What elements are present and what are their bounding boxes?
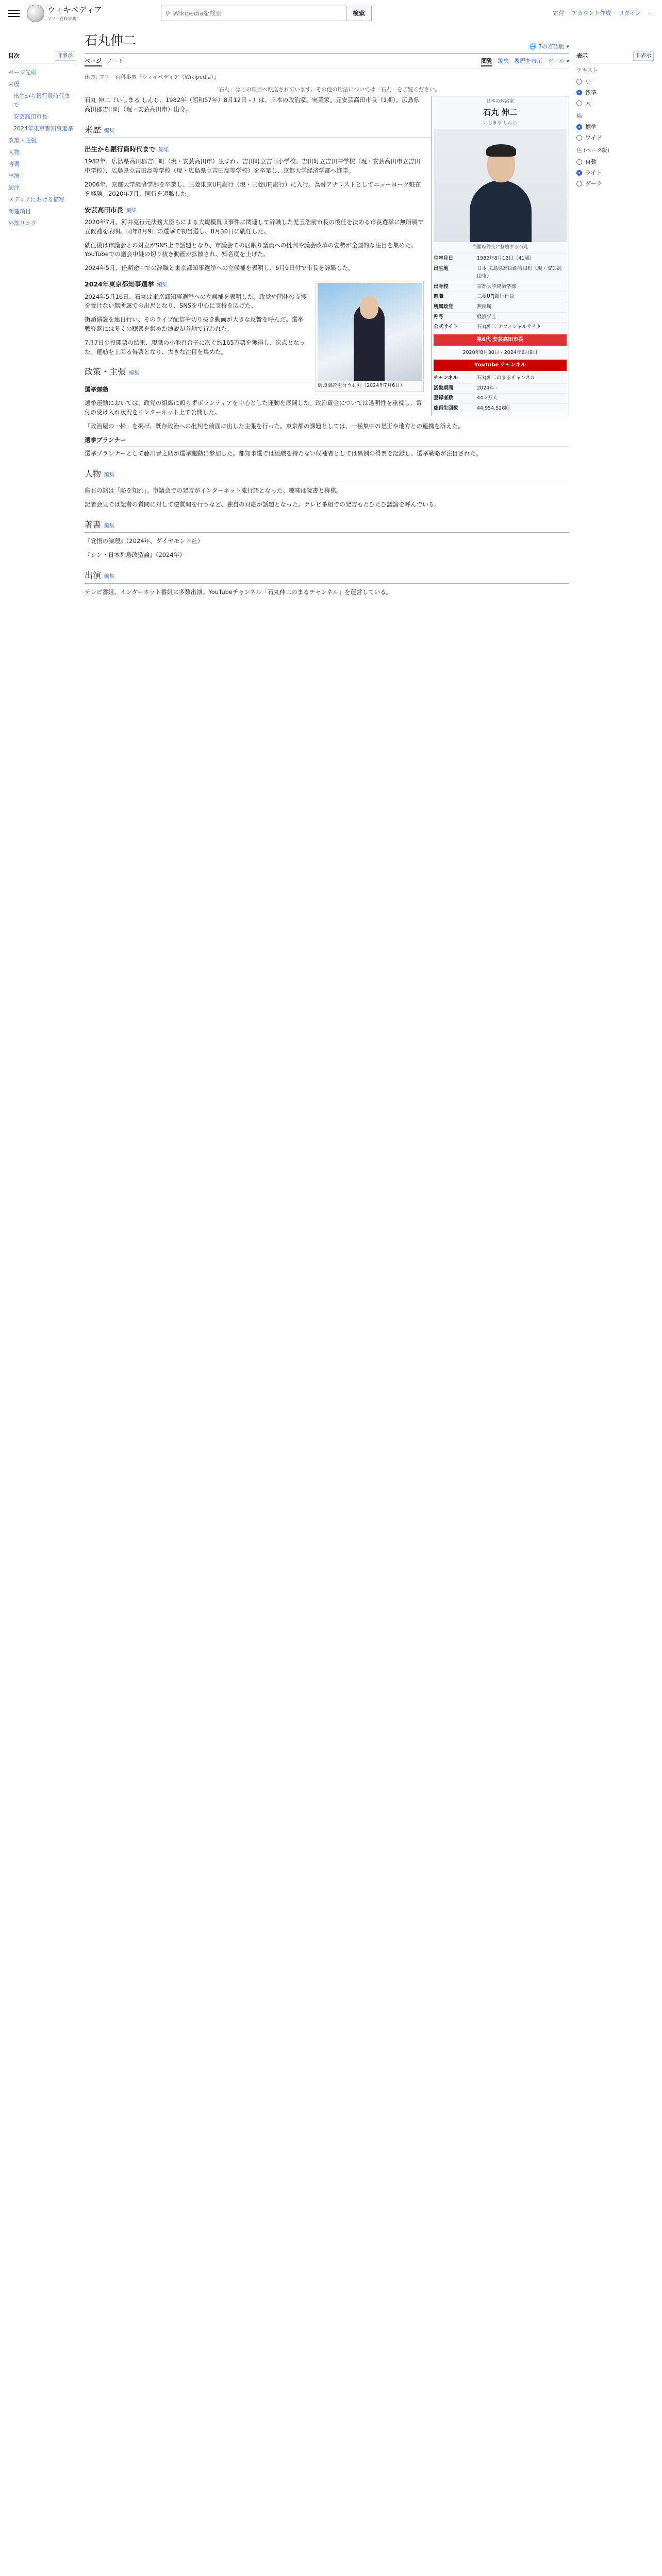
site-logo[interactable] [27, 4, 151, 23]
tab-talk[interactable]: ノート [106, 57, 124, 64]
search-placeholder: Wikipediaを検索 [173, 9, 222, 17]
text-size-option-label: 標準 [585, 89, 597, 96]
paragraph: 選挙運動においては、政党の組織に頼らずボランティアを中心とした運動を展開した。政治資金については透明性を重視し、寄付の受け入れ状況をインターネット上で公開した。 [85, 399, 422, 416]
paragraph: 記者会見では記者の質問に対して逆質問を行うなど、独自の対応が話題となった。テレビ番組での発言もたびたび議論を呼んでいる。 [85, 500, 440, 508]
wikipedia-globe-icon [27, 5, 44, 22]
radio-icon[interactable] [576, 124, 582, 130]
radio-icon[interactable] [576, 181, 582, 187]
paragraph: 選挙プランナーとして藤川晋之助が選挙運動に参加した。都知事選では組織を持たない候補者としては異例の得票を記録し、選挙戦略が注目された。 [85, 450, 482, 457]
portrait-photo[interactable] [434, 129, 567, 242]
toc-item[interactable]: 出生から銀行員時代まで [13, 92, 70, 108]
edit-section-link[interactable]: 編集 [104, 128, 115, 134]
toc-item[interactable]: 脚注 [8, 184, 20, 191]
heading-history: 来歴 編集 [85, 124, 569, 138]
infobox-category: 日本の政治家 [486, 99, 514, 105]
heading-media: 出演 編集 [85, 569, 569, 584]
paragraph: 『覚悟の論理』（2024年、ダイヤモンド社） [85, 537, 204, 545]
tab-tools[interactable]: ツール ▾ [548, 57, 569, 64]
width-option[interactable] [576, 122, 654, 132]
heading-planner: 選挙プランナー [85, 436, 569, 447]
infobox-row [434, 322, 567, 332]
toc-item[interactable]: 2024年東京都知事選挙 [13, 125, 73, 132]
infobox-key: 総再生回数 [434, 405, 458, 412]
toc-item[interactable]: 政策・主張 [8, 137, 37, 144]
paragraph: 2020年7月、河井克行元法務大臣らによる大規模買収事件に関連して辞職した児玉浩前市長の後任を決める市長選挙に無所属で立候補を表明。同年8月9日の選挙で初当選し、8月30日に就任した。 [85, 218, 424, 235]
radio-icon[interactable] [576, 135, 582, 141]
site-header [0, 0, 662, 27]
paragraph: 1982年、広島県高田郡吉田町（現・安芸高田市）生まれ。吉田町立吉田小学校、吉田町立吉田中学校（現・安芸高田市立吉田中学校）、広島県立吉田高等学校（現・広島県立吉田高等学校）を卒業し、京都大学経済学部へ進学。 [85, 158, 420, 175]
lead-paragraph: 石丸 伸二（いしまる しんじ、1982年（昭和57年）8月12日 - ）は、日本の政治家、実業家。元安芸高田市長（1期）。広島県高田郡吉田町（現・安芸高田市）出身。 [85, 96, 420, 113]
infobox-row [434, 403, 567, 414]
infobox-key: チャンネル [434, 375, 458, 381]
main-menu-icon[interactable] [8, 8, 20, 19]
infobox-key: 登録者数 [434, 395, 454, 401]
color-option[interactable] [576, 178, 654, 189]
appearance-title: 表示 [576, 53, 588, 59]
toc-hide-button[interactable]: 非表示 [55, 52, 75, 61]
table-of-contents [8, 52, 75, 229]
infobox-row [434, 264, 567, 281]
campaign-photo[interactable] [318, 283, 422, 381]
campaign-figure[interactable] [316, 281, 424, 392]
edit-section-link[interactable]: 編集 [104, 472, 115, 479]
logo-wordmark: ウィキペディア [47, 5, 103, 15]
infobox-row [434, 383, 567, 394]
edit-section-link[interactable]: 編集 [129, 370, 140, 377]
text-size-option-label: 大 [585, 99, 591, 107]
office-term: 2020年8月30日 - 2024年6月9日 [434, 348, 567, 358]
infobox-row [434, 292, 567, 302]
infobox-row [434, 282, 567, 292]
text-size-option-label: 小 [585, 78, 591, 85]
infobox [431, 96, 569, 416]
color-option[interactable] [576, 167, 654, 178]
toc-item[interactable]: 来歴 [8, 80, 20, 88]
radio-icon[interactable] [576, 79, 582, 84]
search-input[interactable] [161, 6, 346, 21]
appearance-hide-button[interactable]: 非表示 [633, 52, 654, 61]
infobox-row [434, 312, 567, 323]
infobox-value: 2024年 - [477, 385, 498, 391]
paragraph: テレビ番組、インターネット番組に多数出演。YouTubeチャンネル「石丸伸二のまるチャンネル」を運営している。 [85, 588, 392, 596]
radio-icon[interactable] [576, 170, 582, 176]
infobox-key: 前職 [434, 294, 444, 300]
text-size-label: テキスト [576, 67, 598, 74]
search-button[interactable]: 検索 [346, 6, 372, 21]
infobox-row [434, 393, 567, 403]
text-size-option[interactable] [576, 87, 654, 98]
infobox-row [434, 302, 567, 312]
infobox-value: 日本 広島県高田郡吉田町（現・安芸高田市） [477, 266, 562, 279]
toc-item[interactable]: 安芸高田市長 [13, 113, 47, 120]
paragraph: 2024年5月、任期途中での辞職と東京都知事選挙への立候補を表明し、6月9日付で市長を辞職した。 [85, 264, 354, 272]
infobox-key: 活動期間 [434, 385, 454, 391]
infobox-value: 1982年8月12日（41歳） [477, 256, 535, 262]
paragraph: 街頭演説を連日行い、そのライブ配信や切り抜き動画が大きな反響を呼んだ。選挙戦終盤には多くの聴衆を集めた演説が各地で行われた。 [85, 316, 304, 332]
infobox-key: 称号 [434, 314, 444, 320]
width-option[interactable] [576, 132, 654, 143]
search-form [161, 6, 372, 21]
radio-icon[interactable] [576, 159, 582, 165]
heading-mayor: 安芸高田市長 編集 [85, 206, 137, 214]
article-body [85, 96, 569, 597]
paragraph: 7月7日の投開票の結果、現職の小池百合子に次ぐ約165万票を獲得し、次点となった。蓮舫を上回る得票となり、大きな注目を集めた。 [85, 338, 305, 355]
edit-section-link[interactable]: 編集 [104, 523, 115, 529]
infobox-key: 生年月日 [434, 256, 454, 262]
text-size-option[interactable] [576, 76, 654, 87]
text-size-option[interactable] [576, 98, 654, 109]
heading-campaign: 選挙運動 [85, 385, 569, 396]
toc-item[interactable]: 関連項目 [8, 208, 31, 215]
infobox-value: 石丸伸二のまるチャンネル [477, 375, 536, 381]
heading-policy: 政策・主張 編集 [85, 366, 569, 380]
heading-early-life: 出生から銀行員時代まで 編集 [85, 145, 169, 153]
figure-caption: 街頭演説を行う石丸（2024年7月6日） [318, 383, 405, 389]
hatnote: 「石丸」はこの項目へ転送されています。その他の用法については「石丸」をご覧ください。 [213, 87, 440, 93]
main-content [85, 31, 569, 602]
toc-item[interactable]: メディアにおける描写 [8, 196, 65, 204]
infobox-value: 三菱UFJ銀行行員 [477, 294, 515, 300]
radio-icon[interactable] [576, 90, 582, 95]
infobox-value: 石丸伸二 オフィシャルサイト [477, 324, 541, 330]
toc-item[interactable]: 人物 [8, 148, 20, 156]
infobox-row [434, 373, 567, 383]
infobox-value: 44.2万人 [477, 395, 498, 401]
tab-edit[interactable]: 編集 [498, 57, 509, 64]
edit-section-link[interactable]: 編集 [157, 282, 168, 289]
toc-item[interactable]: 著書 [8, 160, 20, 167]
color-option[interactable] [576, 157, 654, 167]
tab-read[interactable]: 閲覧 [481, 57, 492, 66]
infobox-value: 無所属 [477, 303, 492, 310]
search-icon: ⚲ [166, 9, 170, 17]
tab-page[interactable]: ページ [85, 57, 102, 66]
paragraph: 2024年5月16日、石丸は東京都知事選挙への立候補を表明した。政党や団体の支援を受けない無所属での出馬となり、SNSを中心に支持を広げた。 [85, 293, 307, 310]
paragraph: 2006年、京都大学経済学部を卒業し、三菱東京UFJ銀行（現・三菱UFJ銀行）に入行。為替アナリストとしてニューヨーク駐在を経験。2020年7月、同行を退職した。 [85, 180, 421, 197]
appearance-panel [576, 52, 654, 196]
infobox-kana: いしまる しんじ [483, 120, 517, 126]
toc-item[interactable]: ページ先頭 [8, 69, 37, 76]
edit-section-link[interactable]: 編集 [158, 147, 169, 153]
paragraph: 就任後は市議会との対立がSNS上で話題となり、市議会での居眠り議員への批判や議会改革の姿勢が全国的な注目を集めた。YouTubeでの議会中継の切り抜き動画が拡散され、知名度を上げた。 [85, 241, 417, 258]
toc-item[interactable]: 外部リンク [8, 220, 37, 227]
paragraph: 「政治屋の一掃」を掲げ、既存政治への批判を前面に出した主張を行った。東京都の課題としては、一極集中の是正や地方との連携を訴えた。 [85, 422, 464, 430]
tab-history[interactable]: 履歴を表示 [514, 57, 543, 64]
radio-icon[interactable] [576, 100, 582, 106]
more-options-icon[interactable]: ⋯ [648, 10, 654, 17]
infobox-value: 経済学士 [477, 314, 497, 320]
width-label: 幅 [576, 112, 582, 119]
paragraph: 『シン・日本列島改造論』（2024年） [85, 551, 186, 559]
width-option-label: 標準 [585, 124, 597, 131]
infobox-value: 京都大学経済学部 [477, 283, 517, 290]
color-option-label: 自動 [585, 158, 597, 165]
donate-link[interactable]: 寄付 [553, 10, 565, 17]
color-option-label: ライト [585, 169, 602, 176]
infobox-name: 石丸 伸二 [483, 108, 517, 117]
infobox-key: 出身校 [434, 283, 449, 290]
toc-title: 目次 [8, 53, 20, 59]
color-option-label: ダーク [585, 180, 602, 187]
login-link[interactable]: ログイン [618, 10, 641, 17]
infobox-key: 所属政党 [434, 303, 454, 310]
office-band: 第6代 安芸高田市長 [434, 334, 567, 346]
edit-section-link[interactable]: 編集 [104, 573, 115, 580]
youtube-band: YouTube チャンネル [434, 360, 567, 371]
infobox-row [434, 253, 567, 264]
infobox-value: 44,954,528回 [477, 405, 510, 412]
infobox-key: 出生地 [434, 266, 449, 272]
toc-item[interactable]: 出演 [8, 172, 20, 179]
create-account-link[interactable]: アカウント作成 [571, 10, 611, 17]
paragraph: 座右の銘は「恥を知れ」。市議会での発言がインターネット流行語となった。趣味は読書と将棋。 [85, 486, 342, 494]
heading-tokyo-election: 2024年東京都知事選挙 編集 [85, 280, 168, 289]
infobox-key: 公式サイト [434, 324, 458, 330]
portrait-caption: 内閣府外交に登壇する石丸 [472, 245, 528, 250]
width-option-label: ワイド [585, 134, 602, 142]
heading-books: 著書 編集 [85, 519, 569, 533]
edit-section-link[interactable]: 編集 [126, 208, 137, 214]
logo-tagline: フリー百科事典 [47, 16, 76, 22]
color-label: 色 (ベータ版) [576, 147, 610, 154]
heading-person: 人物 編集 [85, 468, 569, 482]
page-title: 石丸伸二 [85, 33, 137, 48]
language-button[interactable]: 🌐 7の言語版 ▾ [529, 43, 569, 50]
page-tagline: 出典: フリー百科事典『ウィキペディア（Wikipedia）』 [85, 74, 219, 80]
